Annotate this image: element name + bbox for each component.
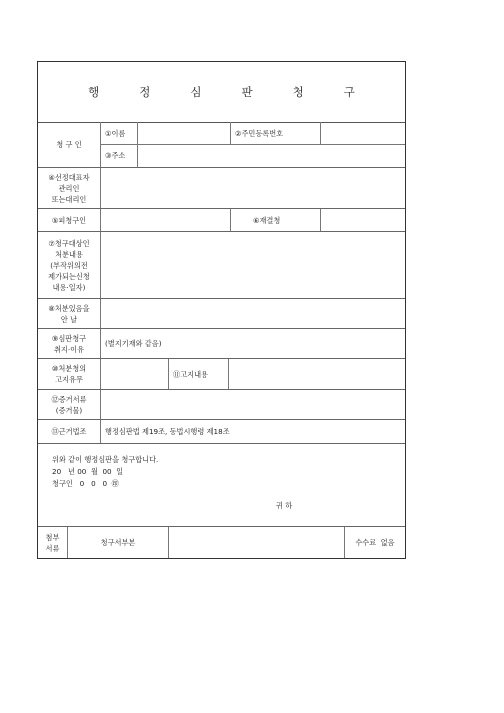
label-line: ⑦청구대상인: [48, 238, 90, 248]
appeal-form: [37, 61, 406, 559]
evidence-label: [38, 390, 101, 419]
addressee: 귀 하: [276, 501, 293, 510]
attachment-row: [38, 527, 405, 558]
label-line: ⑩처분청의: [51, 364, 87, 373]
representative-field[interactable]: [101, 168, 405, 208]
legal-basis-label: ⑬근거법조: [38, 420, 101, 443]
fee-note: 수수료 없음: [355, 538, 395, 547]
notice-date-row: [38, 299, 405, 329]
declaration-date[interactable]: 20 년 00 월 00 일: [52, 467, 124, 476]
resident-id-field[interactable]: [321, 122, 405, 144]
purpose-field[interactable]: (별지기재와 같음): [105, 339, 162, 348]
label-line: (부작위의전: [50, 260, 88, 270]
label-line: ⑨심판청구: [51, 333, 87, 343]
label-line: 고지유무: [55, 375, 83, 384]
label-line: ⑫증거서류: [51, 394, 87, 404]
decision-agency-field[interactable]: [321, 209, 405, 231]
label-line: 서류: [45, 543, 60, 553]
purpose-label: [38, 329, 101, 358]
notice-content-field[interactable]: [229, 359, 405, 389]
attachment-value: 청구서부본: [68, 527, 169, 558]
title-char: 청: [292, 85, 304, 99]
label-line: 제가되는신청: [48, 271, 90, 281]
title-char: 정: [139, 85, 151, 99]
label-line: 또는대리인: [51, 194, 87, 204]
agency-notice-field[interactable]: [101, 359, 169, 389]
label-line: (증거물): [55, 405, 83, 415]
label-line: ④선정대표자: [48, 172, 90, 182]
agency-notice-label: [38, 359, 101, 389]
claimant-row: [38, 122, 405, 168]
label-line: 취지·이유: [53, 344, 85, 354]
label-line: 관리인: [58, 183, 80, 193]
claimant-label: 청 구 인: [38, 122, 101, 167]
title-char: 행: [88, 85, 100, 99]
label-line: 처분내용: [55, 249, 83, 259]
address-field[interactable]: [138, 144, 405, 167]
purpose-row: [38, 329, 405, 359]
representative-row: [38, 168, 405, 209]
notice-date-field[interactable]: [101, 299, 405, 328]
decision-agency-label: ⑥재결청: [231, 209, 321, 231]
target-label: [38, 232, 101, 298]
legal-basis-row: [38, 420, 405, 444]
agency-notice-row: [38, 359, 405, 390]
notice-date-label: [38, 299, 101, 328]
respondent-row: [38, 209, 405, 232]
label-line: 첨부: [45, 532, 60, 542]
claimant-signature[interactable]: 청구인 0 0 0 ㊞: [52, 479, 119, 488]
evidence-row: [38, 390, 405, 420]
name-field[interactable]: [138, 122, 231, 144]
evidence-field[interactable]: [101, 390, 405, 419]
legal-basis-value: 행정심판법 제19조, 동법시행령 제18조: [105, 427, 230, 436]
form-title-row: [38, 62, 405, 123]
declaration-text: 위와 같이 행정심판을 청구합니다.: [52, 455, 159, 464]
form-title: [68, 84, 375, 100]
attachment-extra-field[interactable]: [169, 527, 345, 558]
name-label: ①이름: [101, 122, 138, 144]
declaration-block: [38, 444, 405, 527]
representative-label: [38, 168, 101, 208]
respondent-field[interactable]: [101, 209, 231, 231]
notice-content-label: ⑪고지내용: [169, 359, 229, 389]
respondent-label: ⑤피청구인: [38, 209, 101, 231]
address-label: ③주소: [101, 144, 138, 167]
target-field[interactable]: [101, 232, 405, 298]
label-line: 안 날: [60, 314, 78, 324]
title-char: 구: [343, 85, 355, 99]
title-char: 심: [190, 85, 202, 99]
label-line: 내용·일자): [52, 282, 86, 292]
resident-id-label: ②주민등록번호: [231, 122, 321, 144]
attachment-label: [38, 527, 68, 558]
label-line: ⑧처분있음을: [48, 303, 90, 313]
target-row: [38, 232, 405, 299]
title-char: 판: [241, 85, 253, 99]
